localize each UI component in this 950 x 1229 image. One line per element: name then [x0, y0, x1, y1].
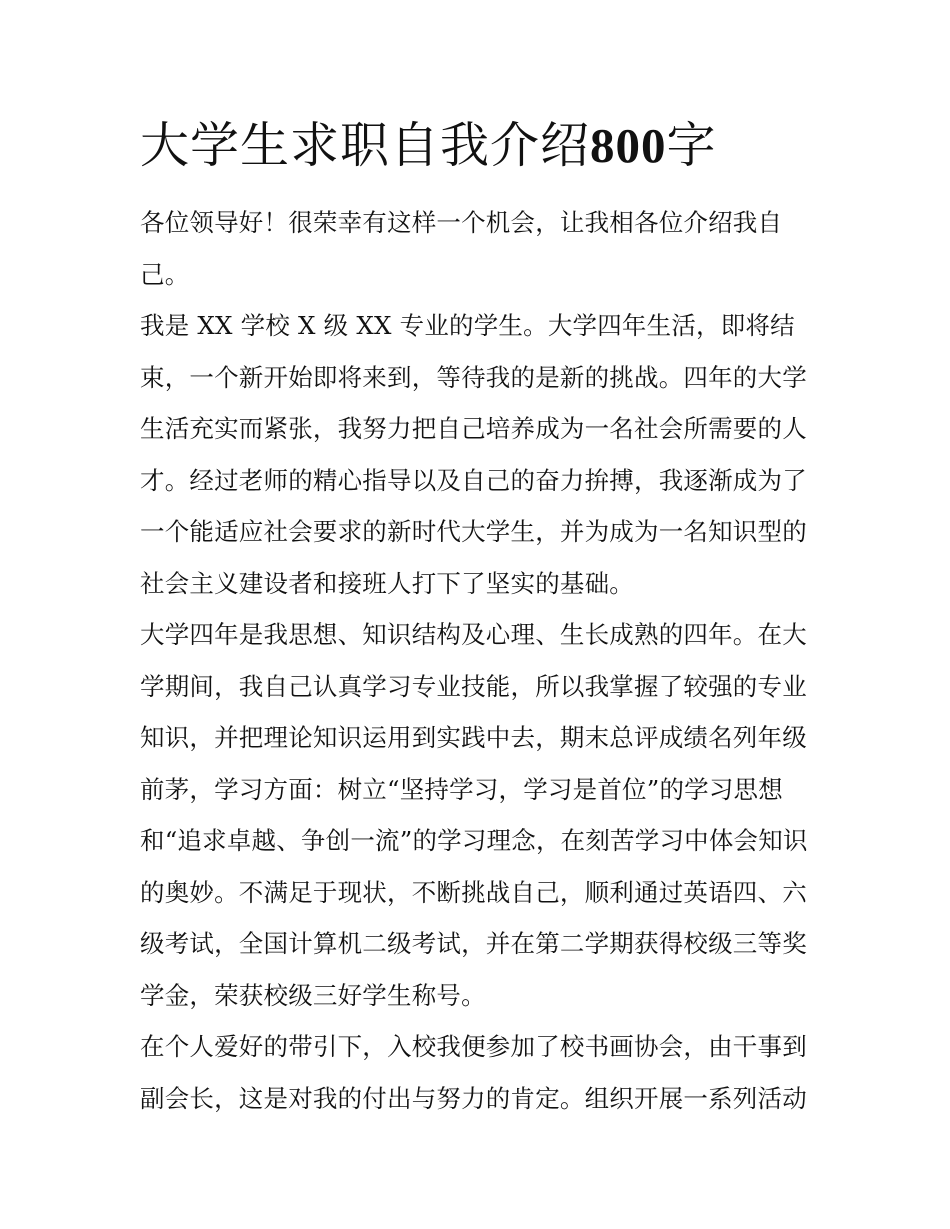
paragraph: [140, 197, 812, 300]
text-line: 在个人爱好的带引下，入校我便参加了校书画协会，由干事到: [140, 1032, 807, 1061]
text-line: 生活充实而紧张，我努力把自己培养成为一名社会所需要的人: [140, 414, 807, 443]
text-line: 学金，荣获校级三好学生称号。: [140, 980, 486, 1010]
title-suffix: 字: [666, 117, 717, 174]
text-line: 知识，并把理论知识运用到实践中去，期末总评成绩名列年级: [140, 723, 807, 752]
document-title: [140, 112, 820, 180]
text-line: 才。经过老师的精心指导以及自己的奋力拚搏，我逐渐成为了: [140, 465, 807, 495]
text-line: 大学四年是我思想、知识结构及心理、生长成熟的四年。在大: [140, 620, 807, 649]
paragraph: [140, 300, 812, 609]
text-line: 副会长，这是对我的付出与努力的肯定。组织开展一系列活动: [140, 1083, 807, 1113]
text-line: 学期间，我自己认真学习专业技能，所以我掌握了较强的专业: [140, 671, 807, 701]
text-line: 各位领导好！很荣幸有这样一个机会，让我相各位介绍我自: [140, 208, 783, 237]
text-line: 己。: [140, 259, 190, 289]
title-number: 800: [590, 118, 667, 173]
text-line: 束，一个新开始即将来到，等待我的是新的挑战。四年的大学: [140, 362, 807, 392]
text-line: 前茅，学习方面：树立“坚持学习，学习是首位”的学习思想: [140, 774, 783, 804]
text-line: 一个能适应社会要求的新时代大学生，并为成为一名知识型的: [140, 517, 807, 546]
text-line: 的奥妙。不满足于现状，不断挑战自己，顺利通过英语四、六: [140, 877, 807, 907]
text-line: 我是 XX 学校 X 级 XX 专业的学生。大学四年生活，即将结: [140, 311, 795, 340]
document-body: [140, 197, 812, 1124]
paragraph: [140, 609, 812, 1021]
title-text: 大学生求职自我介绍: [140, 117, 591, 174]
text-line: 和“追求卓越、争创一流”的学习理念，在刻苦学习中体会知识: [140, 826, 808, 855]
text-line: 级考试，全国计算机二级考试，并在第二学期获得校级三等奖: [140, 929, 807, 958]
text-line: 社会主义建设者和接班人打下了坚实的基础。: [140, 568, 634, 598]
paragraph: [140, 1021, 812, 1124]
